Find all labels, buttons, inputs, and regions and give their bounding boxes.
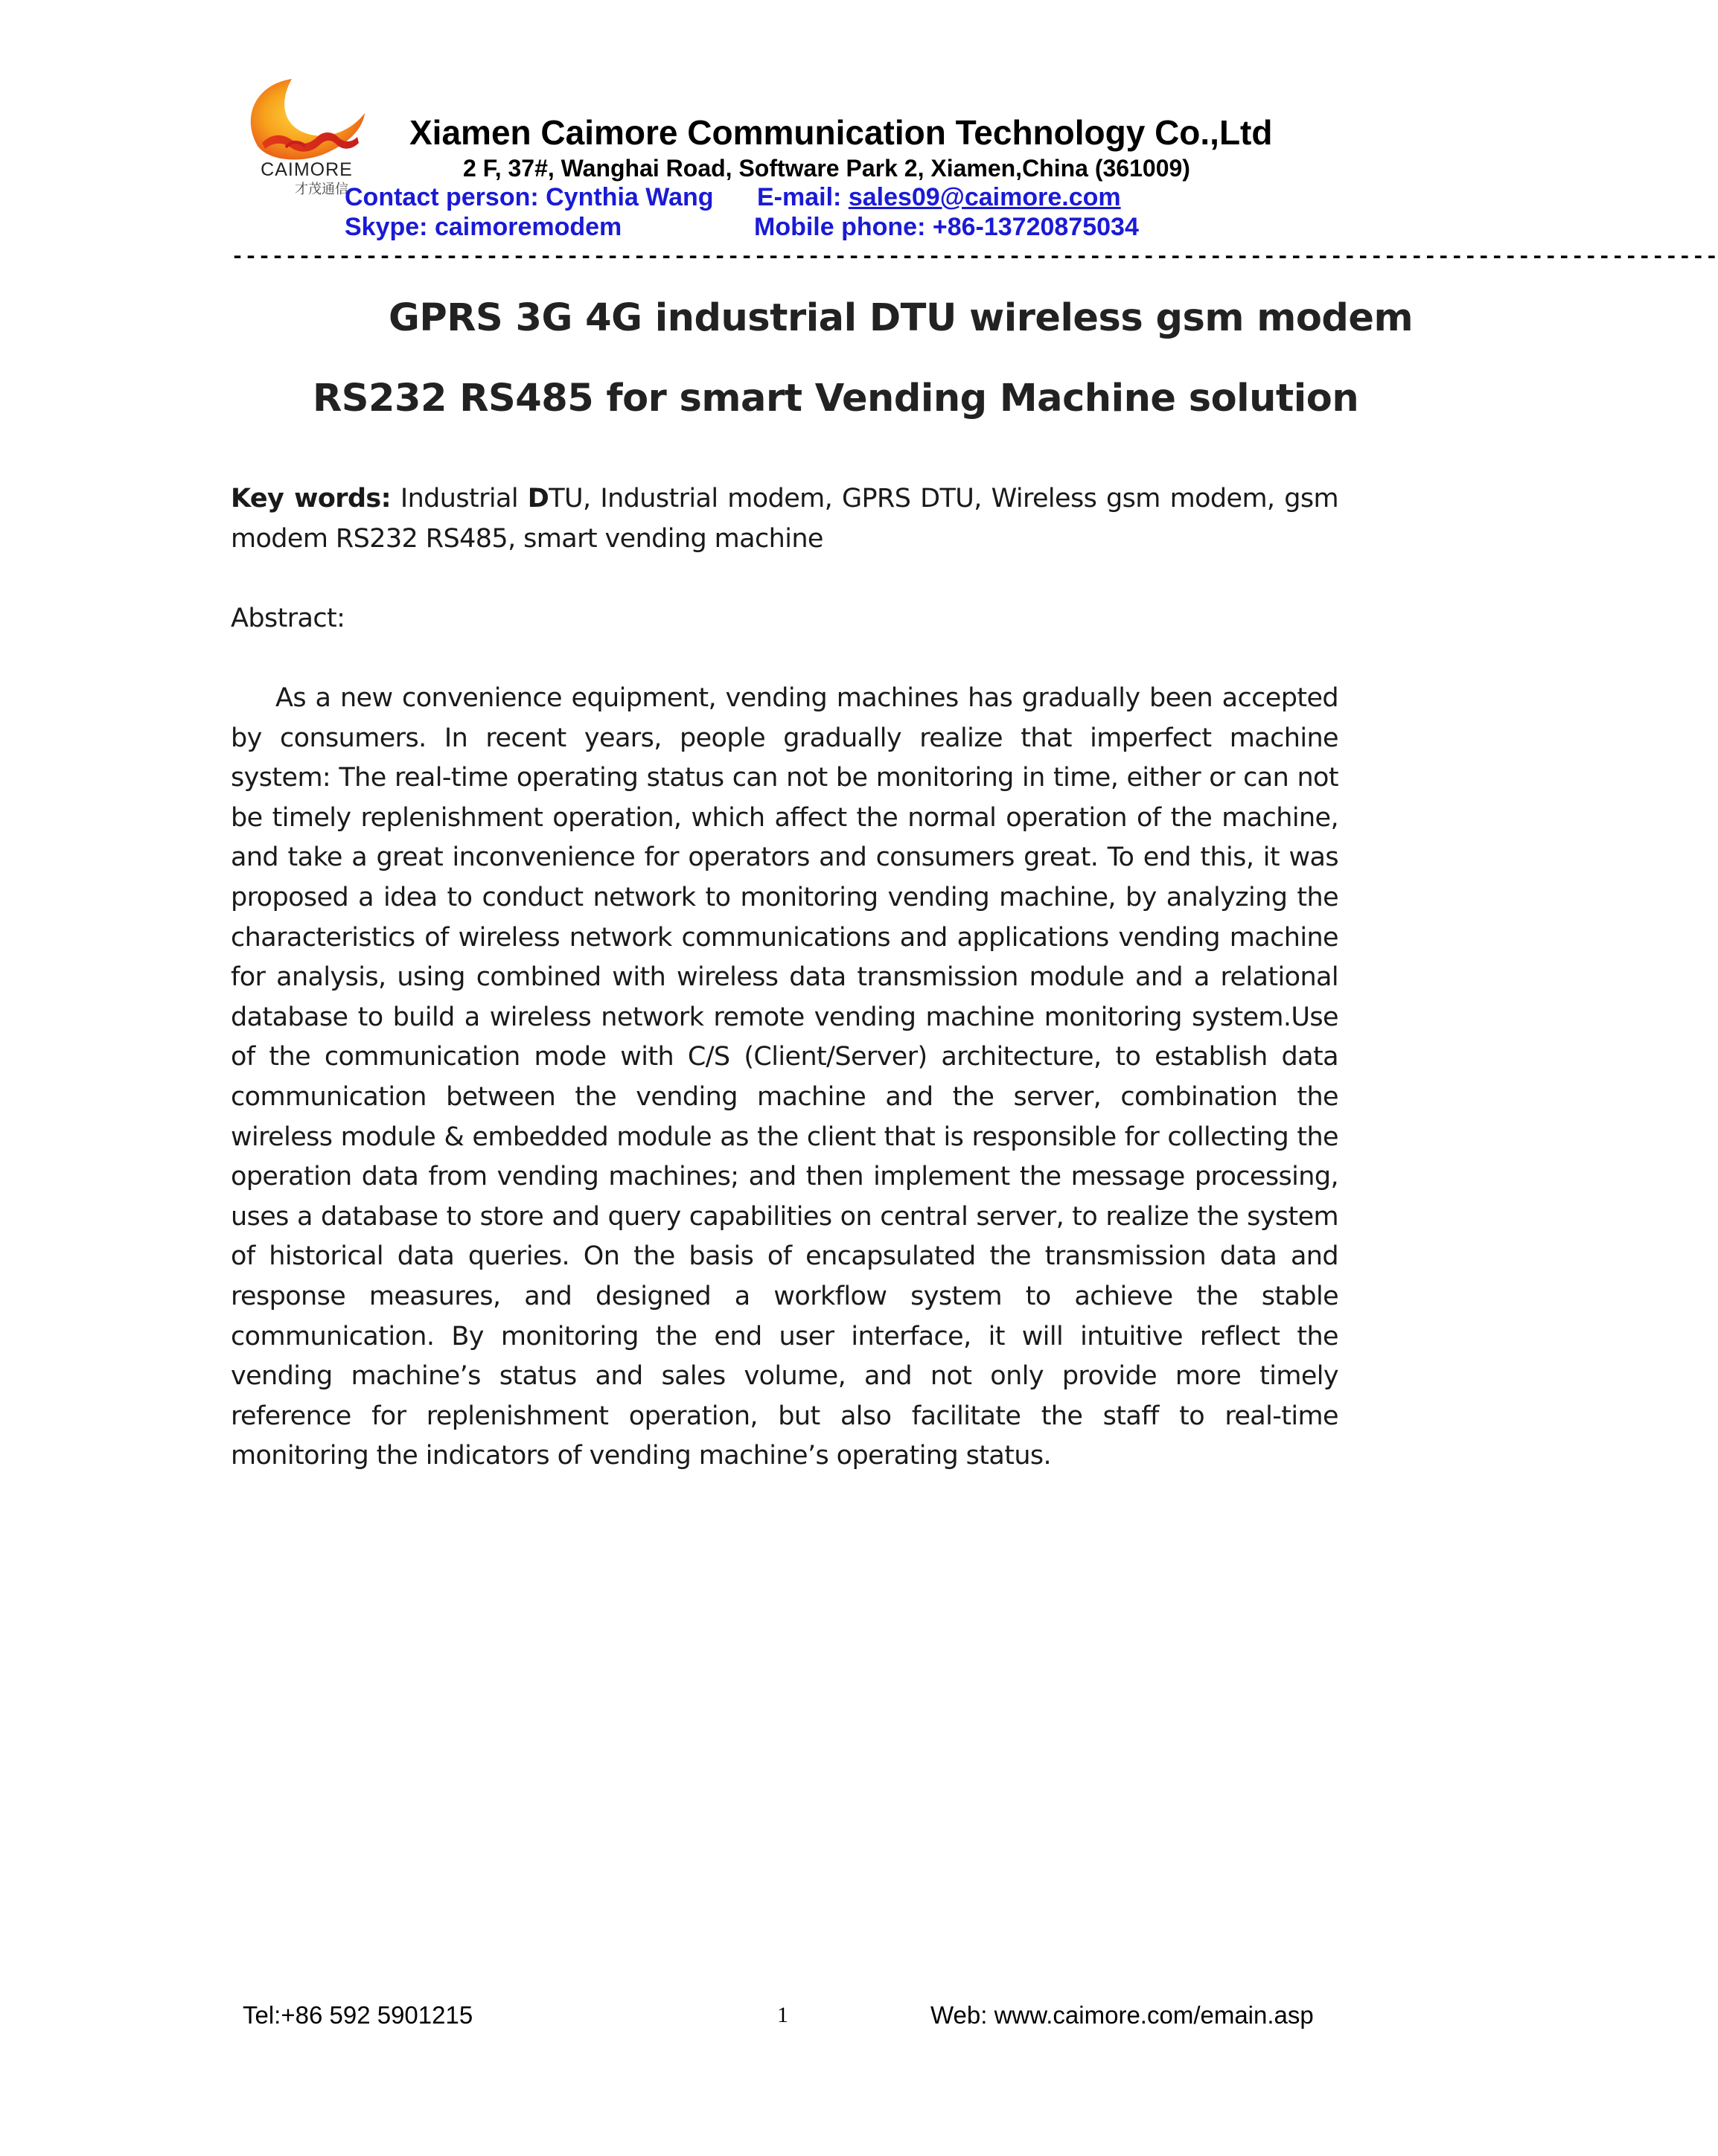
footer-telephone: Tel:+86 592 5901215 <box>243 2001 473 2029</box>
company-name: Xiamen Caimore Communication Technology Co.,Ltd <box>409 113 1273 152</box>
document-title-line-2: RS232 RS485 for smart Vending Machine solution <box>313 377 1359 420</box>
email-line <box>757 182 1121 212</box>
mobile-phone: Mobile phone: +86-13720875034 <box>754 213 1139 241</box>
header-divider: --------------------------------------------------------------------------------------------------------------- <box>231 245 1718 270</box>
abstract-paragraph: As a new convenience equipment, vending machines has gradually been accepted by consumers. In recent years, people gradually realize that imperfect machine system: The real-time operating status can not be monitoring in time, either or can not be timely replenishment operation, which affect the normal operation of the machine, and take a great inconvenience for operators and consumers great. To end this, it was proposed a idea to conduct network to monitoring vending machine, by analyzing the characteristics of wireless network communications and applications vending machine for analysis, using combined with wireless data transmission module and a relational database to build a wireless network remote vending machine monitoring system.Use of the communication mode with C/S (Client/Server) architecture, to establish data communication between the vending machine and the server, combination the wireless module & embedded module as the client that is responsible for collecting the operation data from vending machines; and then implement the message processing, uses a database to store and query capabilities on central server, to realize the system of historical data queries. On the basis of encapsulated the transmission data and response measures, and designed a workflow system to achieve the stable communication. By monitoring the end user interface, it will intuitive reflect the vending machine’s status and sales volume, and not only provide more timely reference for replenishment operation, but also facilitate the staff to real-time monitoring the indicators of vending machine’s operating status. <box>231 683 1338 1471</box>
page-number: 1 <box>777 2003 788 2027</box>
keywords-bold-letter: D <box>527 484 549 514</box>
skype-id: Skype: caimoremodem <box>345 213 622 241</box>
keywords-text-before: Industrial <box>391 484 528 514</box>
footer-website: Web: www.caimore.com/emain.asp <box>930 2001 1314 2029</box>
contact-person: Contact person: Cynthia Wang <box>345 183 714 211</box>
document-title-line-1: GPRS 3G 4G industrial DTU wireless gsm modem <box>389 296 1414 340</box>
abstract-label: Abstract: <box>231 604 345 633</box>
logo-chinese-text: 才茂通信 <box>295 182 348 197</box>
email-link[interactable]: sales09@caimore.com <box>848 183 1121 211</box>
logo-wordmark: CAIMORE <box>261 159 353 180</box>
keywords-text-after: TU, Industrial modem, GPRS DTU, Wireless gsm modem, gsm modem RS232 RS485, smart vending machine <box>231 484 1338 554</box>
logo-flame-icon <box>240 74 381 164</box>
keywords-paragraph <box>231 479 1338 559</box>
company-address: 2 F, 37#, Wanghai Road, Software Park 2, Xiamen,China (361009) <box>463 155 1190 182</box>
keywords-label: Key words: <box>231 484 392 514</box>
email-label: E-mail: <box>757 183 849 211</box>
